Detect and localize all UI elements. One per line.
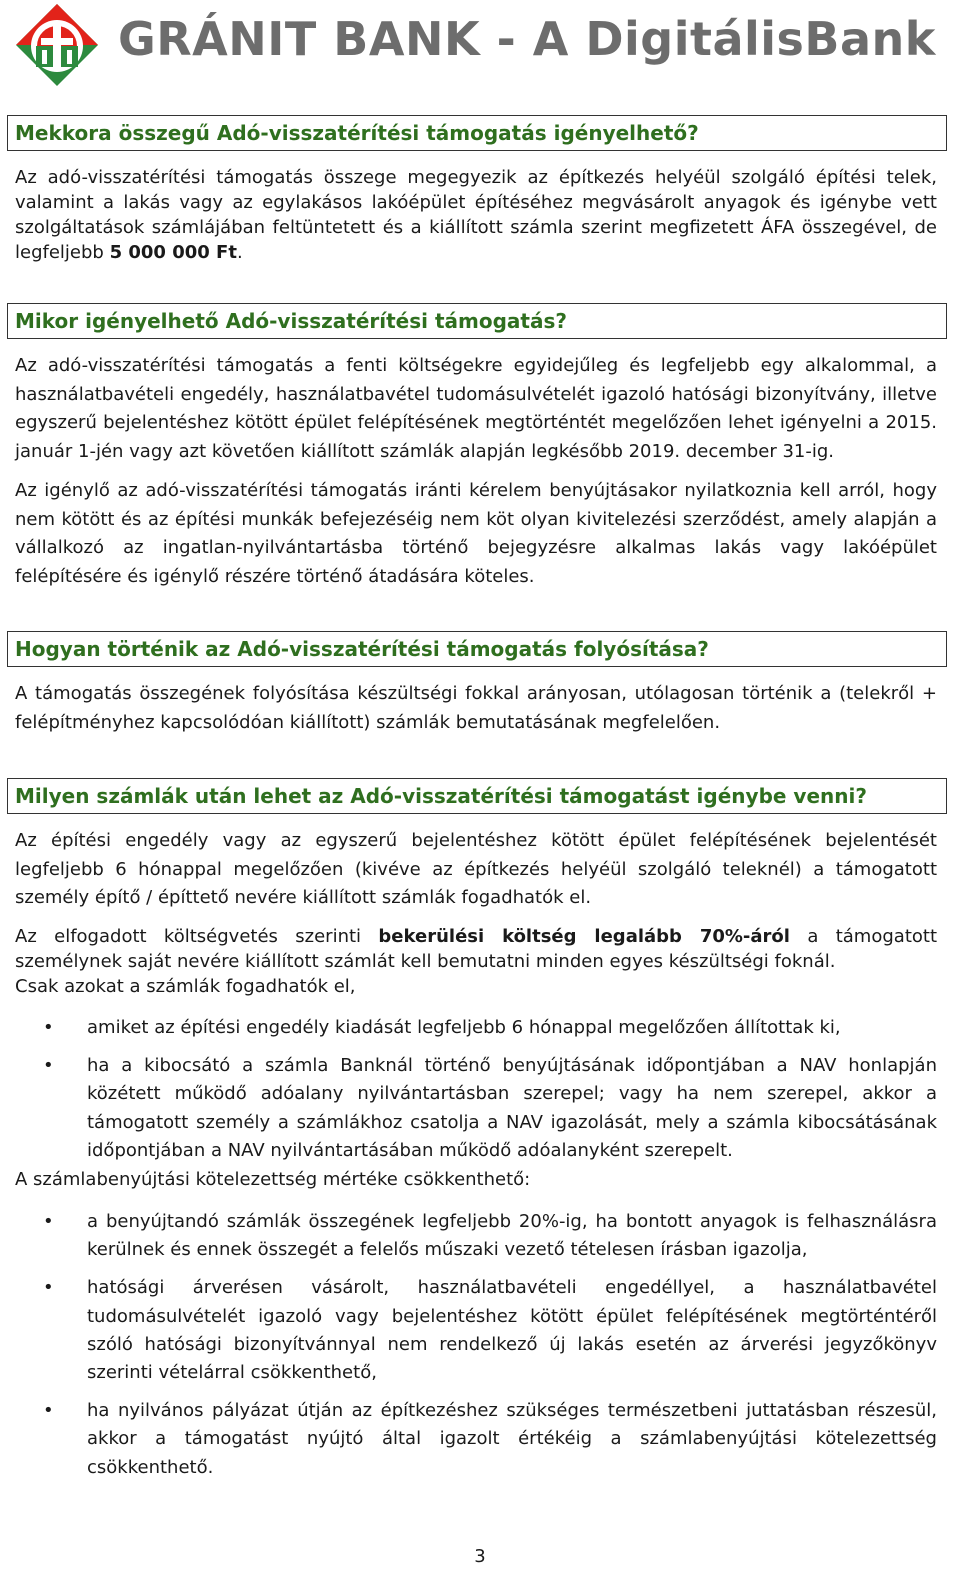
- section-amount-paragraph: Az adó-visszatérítési támogatás összege megegyezik az építkezés helyéül szolgáló építési telek, valamint a lakás vagy az egylakásos lakóépület építéséhez megvásárolt anyagok és igénybe vett szolgáltatások számlájában feltüntetett és a kiállított számla szerint megfizetett ÁFA összegével, de legfeljebb 5 000 000 Ft.: [15, 167, 937, 263]
- section-heading-invoices: Milyen számlák után lehet az Adó-visszatérítési támogatást igénybe venni?: [7, 778, 947, 814]
- section-invoices-paragraph-3: Csak azokat a számlák fogadhatók el,: [15, 976, 356, 997]
- granit-bank-logo-icon: [14, 2, 100, 88]
- page-number: 3: [474, 1546, 486, 1567]
- list-item: • amiket az építési engedély kiadását legfeljebb 6 hónappal megelőzően állítottak ki,: [15, 1014, 937, 1042]
- section-heading-amount: Mekkora összegű Adó-visszatérítési támogatás igényelhető?: [7, 115, 947, 151]
- list-item: • hatósági árverésen vásárolt, használatbavételi engedéllyel, a használatbavétel tudomásulvételét igazoló vagy bejelentéshez kötött épület felépítésének megtörténtéről szóló hatósági bizonyítvánnyal nem rendelkező új lakás esetén az árverési jegyzőkönyv szerinti vételárral csökkenthető,: [15, 1274, 937, 1387]
- list-item: • ha a kibocsátó a számla Banknál történő benyújtásának időpontjában a NAV honlapján közétett működő adóalany nyilvántartásban szerepel; vagy ha nem szerepel, akkor a támogatott személy a számlákhoz csatolja a NAV igazolását, mely a számla kibocsátásának időpontjában a NAV nyilvántartásában működő adóalanyként szerepelt.: [15, 1052, 937, 1165]
- brand-title: GRÁNIT BANK - A DigitálisBank: [118, 12, 936, 66]
- section-when-paragraph-2: Az igénylő az adó-visszatérítési támogatás iránti kérelem benyújtásakor nyilatkoznia kell arról, hogy nem kötött és az építési munkák befejezéséig nem köt olyan kivitelezési szerződést, amely alapján a vállalkozó az ingatlan-nyilvántartásba történő bejegyzésre alkalmas lakás vagy lakóépület felépítésére és igénylő részére történő átadására köteles.: [15, 480, 937, 587]
- cost-threshold-text: bekerülési költség legalább 70%-áról: [378, 926, 790, 947]
- section-disbursement-paragraph: A támogatás összegének folyósítása készültségi fokkal arányosan, utólagosan történik a (telekről + felépítményhez kapcsolódóan kiállított) számlák bemutatásának megfelelően.: [15, 683, 937, 733]
- reduction-conditions-list: [15, 1208, 937, 1492]
- list-item: • ha nyilvános pályázat útján az építkezéshez szükséges természetbeni juttatásban részesül, akkor a támogatást nyújtó által igazolt értékéig a számlabenyújtási kötelezettség csökkenthető.: [15, 1397, 937, 1482]
- section-invoices-paragraph-4: A számlabenyújtási kötelezettség mértéke csökkenthető:: [15, 1169, 531, 1190]
- section-invoices-paragraph-2: Az elfogadott költségvetés szerinti bekerülési költség legalább 70%-áról a támogatott személynek saját nevére kiállított számlát kell bemutatni minden egyes készültségi foknál.: [15, 926, 937, 972]
- page-header: [14, 2, 944, 90]
- section-heading-when: Mikor igényelhető Adó-visszatérítési támogatás?: [7, 303, 947, 339]
- list-item: • a benyújtandó számlák összegének legfeljebb 20%-ig, ha bontott anyagok is felhasználásra kerülnek és ennek összegét a felelős műszaki vezető tételesen írásban igazolja,: [15, 1208, 937, 1264]
- section-invoices-paragraph-1: Az építési engedély vagy az egyszerű bejelentéshez kötött épület felépítésének bejelentését legfeljebb 6 hónappal megelőzően (kivéve az építkezés helyéül szolgáló teleknél) a támogatott személy építő / építtető nevére kiállított számlák fogadhatók el.: [15, 830, 937, 908]
- accepted-invoices-list: [15, 1014, 937, 1175]
- section-heading-disbursement: Hogyan történik az Adó-visszatérítési támogatás folyósítása?: [7, 631, 947, 667]
- section-when-paragraph-1: Az adó-visszatérítési támogatás a fenti költségekre egyidejűleg és legfeljebb egy alkalommal, a használatbavételi engedély, használatbavétel tudomásulvételét igazoló hatósági bizonyítvány, illetve egyszerű bejelentéshez kötött épület felépítésének megtörténtét megelőzően lehet igényelni a 2015. január 1-jén vagy azt követően kiállított számlák alapján legkésőbb 2019. december 31-ig.: [15, 355, 937, 462]
- max-amount-value: 5 000 000 Ft: [109, 242, 237, 263]
